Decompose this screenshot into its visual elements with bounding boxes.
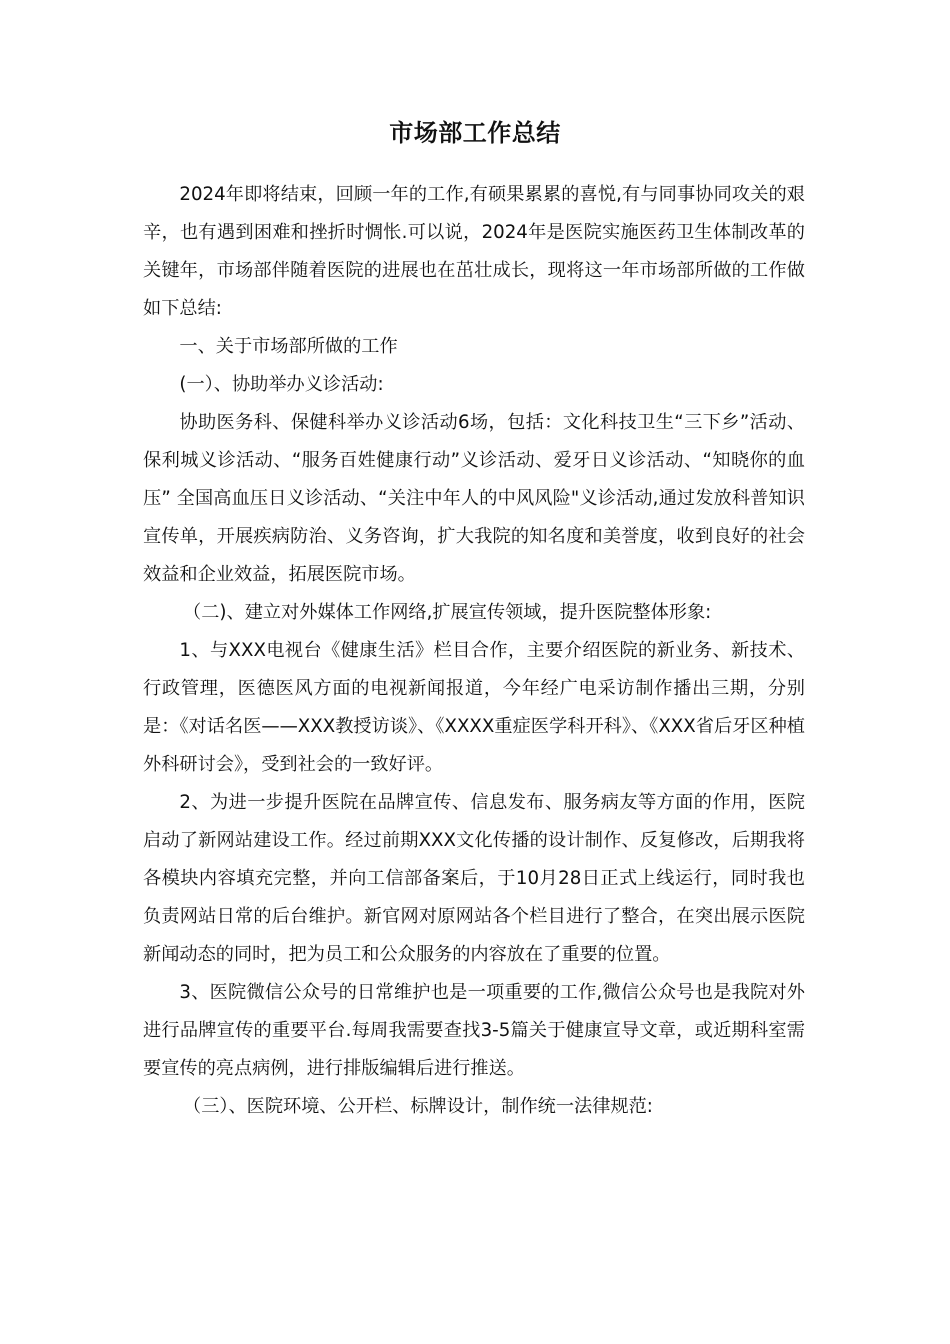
paragraph-intro: 2024年即将结束，回顾一年的工作,有硕果累累的喜悦,有与同事协同攻关的艰辛，也有遇到困难和挫折时惆怅.可以说，2024年是医院实施医药卫生体制改革的关键年，市场部伴随着医院的进展也在茁壮成长，现将这一年市场部所做的工作做如下总结: bbox=[143, 184, 805, 319]
subsection-heading-1: (一）、协助举办义诊活动: bbox=[179, 374, 384, 395]
document-body bbox=[143, 176, 805, 1126]
paragraph-free-clinic: 协助医务科、保健科举办义诊活动6场，包括：文化科技卫生“三下乡”活动、保利城义诊活动、“服务百姓健康行动”义诊活动、爱牙日义诊活动、“知晓你的血压” 全国高血压日义诊活动、“关注中年人的中风风险"义诊活动,通过发放科普知识宣传单，开展疾病防治、义务咨询，扩大我院的知名度和美誉度，收到良好的社会效益和企业效益，拓展医院市场。 bbox=[143, 412, 805, 585]
subsection-heading-2: （二)、建立对外媒体工作网络,扩展宣传领域，提升医院整体形象: bbox=[183, 602, 712, 623]
subsection-heading-3: （三）、医院环境、公开栏、标牌设计，制作统一法律规范: bbox=[183, 1096, 653, 1117]
document-title: 市场部工作总结 bbox=[389, 119, 561, 147]
paragraph-website: 2、为进一步提升医院在品牌宣传、信息发布、服务病友等方面的作用，医院启动了新网站建设工作。经过前期XXX文化传播的设计制作、反复修改，后期我将各模块内容填充完整，并向工信部备案后，于10月28日正式上线运行，同时我也负责网站日常的后台维护。新官网对原网站各个栏目进行了整合，在突出展示医院新闻动态的同时，把为员工和公众服务的内容放在了重要的位置。 bbox=[143, 792, 805, 965]
paragraph-wechat: 3、医院微信公众号的日常维护也是一项重要的工作,微信公众号也是我院对外进行品牌宣传的重要平台.每周我需要查找3-5篇关于健康宣导文章，或近期科室需要宣传的亮点病例，进行排版编辑后进行推送。 bbox=[143, 982, 805, 1079]
paragraph-tv-cooperation: 1、与XXX电视台《健康生活》栏目合作，主要介绍医院的新业务、新技术、行政管理，医德医风方面的电视新闻报道，今年经广电采访制作播出三期，分别是：《对话名医——XXX教授访谈》、《XXXX重症医学科开科》、《XXX省后牙区种植外科研讨会》，受到社会的一致好评。 bbox=[143, 640, 805, 775]
section-heading-1: 一、关于市场部所做的工作 bbox=[179, 336, 398, 357]
